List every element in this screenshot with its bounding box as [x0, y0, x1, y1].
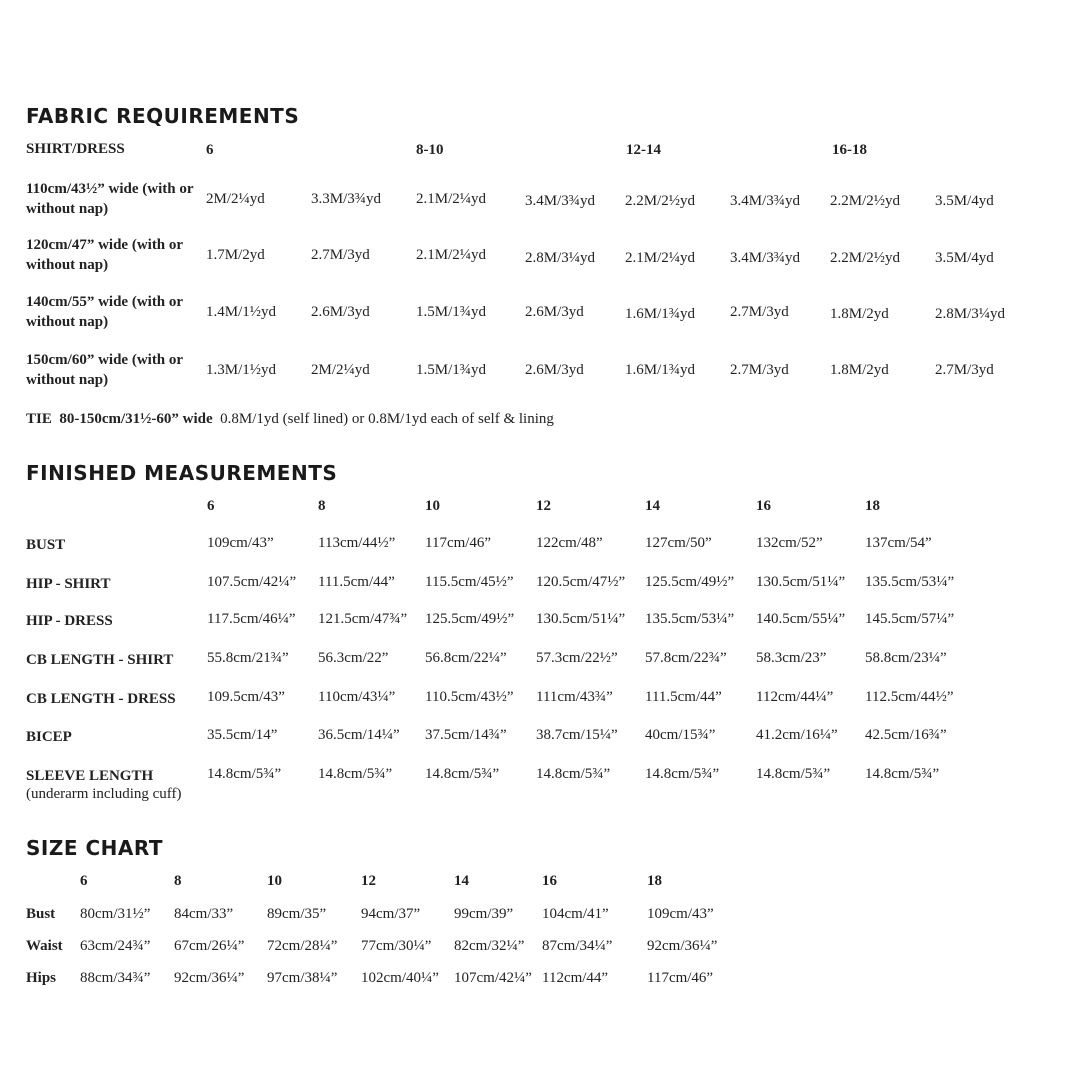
finished-row-label: SLEEVE LENGTH [26, 768, 154, 784]
finished-size-header: 12 [536, 498, 551, 514]
finished-cell: 125.5cm/49½” [425, 611, 515, 627]
sizechart-cell: 82cm/32¼” [454, 938, 525, 954]
finished-row-label: BUST [26, 537, 66, 553]
finished-cell: 37.5cm/14¾” [425, 727, 507, 743]
sizechart-cell: 94cm/37” [361, 906, 421, 922]
fabric-cell: 2.7M/3yd [730, 304, 789, 320]
fabric-cell: 2.1M/2¼yd [416, 247, 487, 263]
fabric-size-header: 16-18 [832, 142, 867, 158]
finished-measurements-heading: FINISHED MEASUREMENTS [26, 461, 338, 485]
fabric-size-header: 6 [206, 142, 214, 158]
sizechart-size-header: 16 [542, 873, 557, 889]
sizechart-size-header: 14 [454, 873, 469, 889]
finished-cell: 55.8cm/21¾” [207, 650, 289, 666]
sizechart-cell: 89cm/35” [267, 906, 327, 922]
fabric-cell: 2.8M/3¼yd [935, 306, 1006, 322]
sizechart-cell: 92cm/36¼” [647, 938, 718, 954]
fabric-row-label: 150cm/60” wide (with or without nap) [26, 352, 183, 388]
fabric-cell: 2.6M/3yd [525, 362, 584, 378]
finished-size-header: 8 [318, 498, 326, 514]
sizechart-cell: 112cm/44” [542, 970, 609, 986]
sizechart-cell: 87cm/34¼” [542, 938, 613, 954]
fabric-cell: 3.5M/4yd [935, 193, 994, 209]
finished-cell: 40cm/15¾” [645, 727, 716, 743]
sizechart-cell: 104cm/41” [542, 906, 609, 922]
fabric-cell: 3.3M/3¾yd [311, 191, 382, 207]
fabric-cell: 1.8M/2yd [830, 306, 889, 322]
finished-cell: 115.5cm/45½” [425, 574, 514, 590]
fabric-cell: 2.7M/3yd [935, 362, 994, 378]
finished-row-label: HIP - SHIRT [26, 576, 111, 592]
tie-label: TIE [26, 411, 52, 427]
sizechart-cell: 63cm/24¾” [80, 938, 151, 954]
sizechart-cell: 97cm/38¼” [267, 970, 338, 986]
finished-cell: 120.5cm/47½” [536, 574, 626, 590]
fabric-requirements-heading: FABRIC REQUIREMENTS [26, 104, 300, 128]
fabric-header-label: SHIRT/DRESS [26, 141, 125, 157]
sizechart-size-header: 12 [361, 873, 376, 889]
finished-cell: 14.8cm/5¾” [207, 766, 282, 782]
finished-cell: 41.2cm/16¼” [756, 727, 838, 743]
finished-row-label: CB LENGTH - DRESS [26, 691, 176, 707]
finished-size-header: 6 [207, 498, 215, 514]
finished-cell: 122cm/48” [536, 535, 603, 551]
finished-cell: 111cm/43¾” [536, 689, 613, 705]
sizechart-cell: 99cm/39” [454, 906, 514, 922]
fabric-cell: 1.6M/1¾yd [625, 362, 696, 378]
finished-cell: 132cm/52” [756, 535, 823, 551]
fabric-size-header: 12-14 [626, 142, 661, 158]
fabric-cell: 2.2M/2½yd [830, 250, 901, 266]
fabric-cell: 1.5M/1¾yd [416, 362, 487, 378]
fabric-cell: 1.3M/1½yd [206, 362, 277, 378]
finished-cell: 14.8cm/5¾” [865, 766, 940, 782]
finished-cell: 14.8cm/5¾” [756, 766, 831, 782]
tie-width: 80-150cm/31½-60” wide [59, 411, 213, 427]
fabric-cell: 2M/2¼yd [311, 362, 370, 378]
fabric-cell: 1.4M/1½yd [206, 304, 277, 320]
sizechart-cell: 77cm/30¼” [361, 938, 432, 954]
finished-cell: 135.5cm/53¼” [865, 574, 955, 590]
sizechart-row-label: Waist [26, 938, 63, 954]
fabric-cell: 2.2M/2½yd [625, 193, 696, 209]
fabric-cell: 2.6M/3yd [525, 304, 584, 320]
fabric-cell: 2.7M/3yd [730, 362, 789, 378]
fabric-cell: 3.5M/4yd [935, 250, 994, 266]
finished-cell: 125.5cm/49½” [645, 574, 735, 590]
fabric-cell: 2.6M/3yd [311, 304, 370, 320]
finished-cell: 38.7cm/15¼” [536, 727, 618, 743]
finished-cell: 137cm/54” [865, 535, 932, 551]
fabric-cell: 1.8M/2yd [830, 362, 889, 378]
finished-cell: 109.5cm/43” [207, 689, 285, 705]
finished-cell: 140.5cm/55¼” [756, 611, 846, 627]
finished-cell: 57.8cm/22¾” [645, 650, 727, 666]
sizechart-cell: 102cm/40¼” [361, 970, 439, 986]
finished-cell: 121.5cm/47¾” [318, 611, 408, 627]
sizechart-size-header: 8 [174, 873, 182, 889]
fabric-cell: 3.4M/3¾yd [730, 250, 801, 266]
finished-cell: 56.3cm/22” [318, 650, 389, 666]
finished-cell: 112cm/44¼” [756, 689, 834, 705]
finished-cell: 117.5cm/46¼” [207, 611, 296, 627]
fabric-cell: 2.2M/2½yd [830, 193, 901, 209]
finished-cell: 58.8cm/23¼” [865, 650, 947, 666]
fabric-size-header: 8-10 [416, 142, 444, 158]
finished-size-header: 16 [756, 498, 771, 514]
fabric-cell: 3.4M/3¾yd [730, 193, 801, 209]
finished-cell: 109cm/43” [207, 535, 274, 551]
tie-row [26, 409, 554, 429]
fabric-cell: 3.4M/3¾yd [525, 193, 596, 209]
fabric-cell: 1.7M/2yd [206, 247, 265, 263]
finished-cell: 14.8cm/5¾” [536, 766, 611, 782]
finished-cell: 14.8cm/5¾” [425, 766, 500, 782]
finished-row-label: CB LENGTH - SHIRT [26, 652, 174, 668]
finished-cell: 145.5cm/57¼” [865, 611, 955, 627]
fabric-cell: 2.1M/2¼yd [416, 191, 487, 207]
finished-cell: 127cm/50” [645, 535, 712, 551]
finished-row-label: HIP - DRESS [26, 613, 113, 629]
finished-cell: 35.5cm/14” [207, 727, 278, 743]
sizechart-size-header: 18 [647, 873, 662, 889]
fabric-cell: 2M/2¼yd [206, 191, 265, 207]
finished-cell: 14.8cm/5¾” [645, 766, 720, 782]
finished-cell: 42.5cm/16¾” [865, 727, 947, 743]
sizechart-cell: 72cm/28¼” [267, 938, 338, 954]
finished-cell: 111.5cm/44” [645, 689, 722, 705]
finished-cell: 117cm/46” [425, 535, 492, 551]
finished-cell: 56.8cm/22¼” [425, 650, 507, 666]
finished-cell: 14.8cm/5¾” [318, 766, 393, 782]
sizechart-cell: 117cm/46” [647, 970, 714, 986]
fabric-cell: 2.8M/3¼yd [525, 250, 596, 266]
sizechart-cell: 92cm/36¼” [174, 970, 245, 986]
fabric-cell: 1.6M/1¾yd [625, 306, 696, 322]
finished-cell: 36.5cm/14¼” [318, 727, 400, 743]
finished-cell: 112.5cm/44½” [865, 689, 954, 705]
fabric-cell: 2.1M/2¼yd [625, 250, 696, 266]
sizechart-size-header: 6 [80, 873, 88, 889]
finished-cell: 113cm/44½” [318, 535, 396, 551]
finished-cell: 107.5cm/42¼” [207, 574, 297, 590]
finished-size-header: 10 [425, 498, 440, 514]
sizechart-size-header: 10 [267, 873, 282, 889]
fabric-row-label: 110cm/43½” wide (with or without nap) [26, 181, 194, 217]
fabric-row-label: 140cm/55” wide (with or without nap) [26, 294, 183, 330]
finished-cell: 130.5cm/51¼” [756, 574, 846, 590]
finished-size-header: 14 [645, 498, 660, 514]
finished-cell: 110cm/43¼” [318, 689, 396, 705]
finished-row-sublabel: (underarm including cuff) [26, 786, 182, 802]
tie-text: 0.8M/1yd (self lined) or 0.8M/1yd each of self & lining [220, 411, 554, 427]
sizechart-cell: 107cm/42¼” [454, 970, 532, 986]
finished-cell: 130.5cm/51¼” [536, 611, 626, 627]
finished-size-header: 18 [865, 498, 880, 514]
fabric-row-label: 120cm/47” wide (with or without nap) [26, 237, 183, 273]
sizechart-cell: 67cm/26¼” [174, 938, 245, 954]
finished-cell: 58.3cm/23” [756, 650, 827, 666]
finished-cell: 110.5cm/43½” [425, 689, 514, 705]
size-chart-heading: SIZE CHART [26, 836, 164, 860]
sizechart-row-label: Hips [26, 970, 57, 986]
finished-row-label: BICEP [26, 729, 72, 745]
finished-cell: 57.3cm/22½” [536, 650, 618, 666]
sizechart-cell: 109cm/43” [647, 906, 714, 922]
finished-cell: 111.5cm/44” [318, 574, 395, 590]
sizechart-row-label: Bust [26, 906, 56, 922]
finished-cell: 135.5cm/53¼” [645, 611, 735, 627]
fabric-cell: 2.7M/3yd [311, 247, 370, 263]
fabric-cell: 1.5M/1¾yd [416, 304, 487, 320]
sizechart-cell: 84cm/33” [174, 906, 234, 922]
sizechart-cell: 88cm/34¾” [80, 970, 151, 986]
sizechart-cell: 80cm/31½” [80, 906, 151, 922]
